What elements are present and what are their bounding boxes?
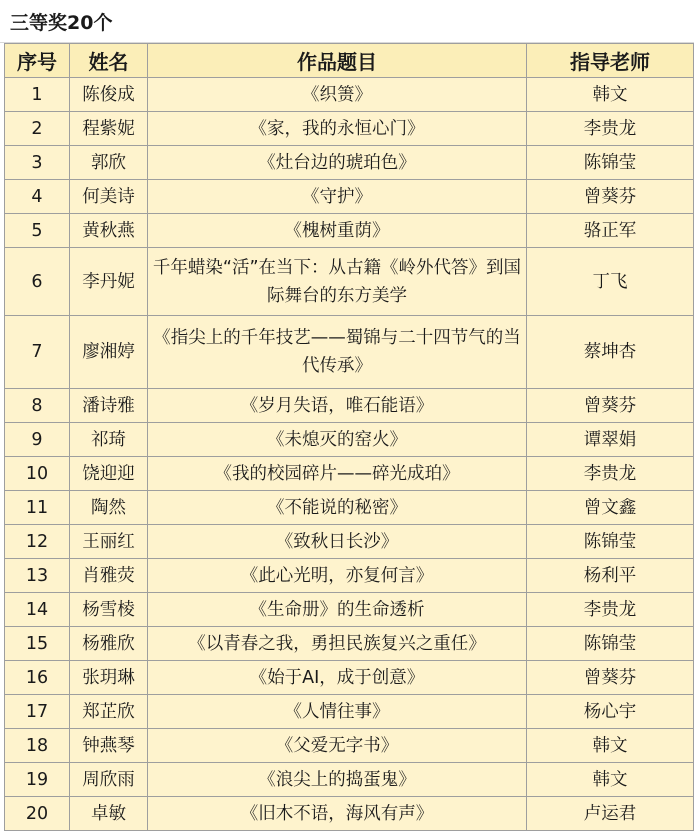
table-row (5, 78, 694, 112)
cell-no[interactable]: 7 (5, 316, 70, 389)
cell-work[interactable]: 《浪尖上的捣蛋鬼》 (148, 763, 527, 797)
cell-teacher[interactable]: 李贵龙 (527, 593, 694, 627)
cell-name[interactable]: 王丽红 (70, 525, 148, 559)
cell-no[interactable]: 2 (5, 112, 70, 146)
cell-name[interactable]: 潘诗雅 (70, 389, 148, 423)
cell-no[interactable]: 10 (5, 457, 70, 491)
cell-no[interactable]: 11 (5, 491, 70, 525)
cell-teacher[interactable]: 曾文鑫 (527, 491, 694, 525)
cell-teacher[interactable]: 卢运君 (527, 797, 694, 831)
cell-teacher[interactable]: 陈锦莹 (527, 146, 694, 180)
cell-work[interactable]: 《始于AI，成于创意》 (148, 661, 527, 695)
cell-work[interactable]: 《织箦》 (148, 78, 527, 112)
table-row (5, 763, 694, 797)
cell-teacher[interactable]: 李贵龙 (527, 112, 694, 146)
cell-no[interactable]: 16 (5, 661, 70, 695)
header-work[interactable]: 作品题目 (148, 44, 527, 78)
table-row (5, 797, 694, 831)
cell-teacher[interactable]: 杨利平 (527, 559, 694, 593)
cell-name[interactable]: 何美诗 (70, 180, 148, 214)
table-row (5, 695, 694, 729)
cell-name[interactable]: 李丹妮 (70, 248, 148, 316)
cell-no[interactable]: 9 (5, 423, 70, 457)
cell-teacher[interactable]: 韩文 (527, 763, 694, 797)
cell-work[interactable]: 《指尖上的千年技艺——蜀锦与二十四节气的当代传承》 (148, 316, 527, 389)
table-row (5, 729, 694, 763)
table-row (5, 525, 694, 559)
table-row (5, 389, 694, 423)
cell-no[interactable]: 1 (5, 78, 70, 112)
cell-name[interactable]: 程紫妮 (70, 112, 148, 146)
cell-no[interactable]: 12 (5, 525, 70, 559)
cell-teacher[interactable]: 丁飞 (527, 248, 694, 316)
table-row (5, 593, 694, 627)
award-table (4, 43, 694, 831)
cell-no[interactable]: 15 (5, 627, 70, 661)
cell-no[interactable]: 17 (5, 695, 70, 729)
cell-name[interactable]: 周欣雨 (70, 763, 148, 797)
cell-work[interactable]: 《家，我的永恒心门》 (148, 112, 527, 146)
cell-name[interactable]: 卓敏 (70, 797, 148, 831)
sheet-title[interactable]: 三等奖20个 (0, 0, 694, 43)
cell-name[interactable]: 肖雅荧 (70, 559, 148, 593)
cell-work[interactable]: 《槐树重荫》 (148, 214, 527, 248)
cell-no[interactable]: 3 (5, 146, 70, 180)
table-row (5, 316, 694, 389)
cell-work[interactable]: 《守护》 (148, 180, 527, 214)
cell-name[interactable]: 郑芷欣 (70, 695, 148, 729)
table-row (5, 491, 694, 525)
table-row (5, 180, 694, 214)
header-no[interactable]: 序号 (5, 44, 70, 78)
cell-no[interactable]: 19 (5, 763, 70, 797)
cell-work[interactable]: 《我的校园碎片——碎光成珀》 (148, 457, 527, 491)
cell-teacher[interactable]: 谭翠娟 (527, 423, 694, 457)
cell-work[interactable]: 《旧木不语，海风有声》 (148, 797, 527, 831)
cell-name[interactable]: 廖湘婷 (70, 316, 148, 389)
table-row (5, 423, 694, 457)
cell-teacher[interactable]: 曾葵芬 (527, 661, 694, 695)
cell-name[interactable]: 祁琦 (70, 423, 148, 457)
cell-teacher[interactable]: 韩文 (527, 729, 694, 763)
cell-name[interactable]: 张玥琳 (70, 661, 148, 695)
table-row (5, 627, 694, 661)
cell-name[interactable]: 杨雪棱 (70, 593, 148, 627)
cell-work[interactable]: 《致秋日长沙》 (148, 525, 527, 559)
cell-teacher[interactable]: 李贵龙 (527, 457, 694, 491)
table-row (5, 457, 694, 491)
cell-no[interactable]: 5 (5, 214, 70, 248)
cell-work[interactable]: 《生命册》的生命透析 (148, 593, 527, 627)
cell-no[interactable]: 13 (5, 559, 70, 593)
cell-name[interactable]: 陶然 (70, 491, 148, 525)
cell-work[interactable]: 《未熄灭的窑火》 (148, 423, 527, 457)
cell-teacher[interactable]: 骆正军 (527, 214, 694, 248)
cell-no[interactable]: 20 (5, 797, 70, 831)
cell-work[interactable]: 千年蜡染“活”在当下：从古籍《岭外代答》到国际舞台的东方美学 (148, 248, 527, 316)
cell-name[interactable]: 杨雅欣 (70, 627, 148, 661)
cell-no[interactable]: 18 (5, 729, 70, 763)
cell-work[interactable]: 《灶台边的琥珀色》 (148, 146, 527, 180)
cell-work[interactable]: 《以青春之我，勇担民族复兴之重任》 (148, 627, 527, 661)
cell-work[interactable]: 《人情往事》 (148, 695, 527, 729)
cell-work[interactable]: 《岁月失语，唯石能语》 (148, 389, 527, 423)
cell-no[interactable]: 4 (5, 180, 70, 214)
cell-teacher[interactable]: 曾葵芬 (527, 389, 694, 423)
cell-work[interactable]: 《此心光明，亦复何言》 (148, 559, 527, 593)
cell-work[interactable]: 《父爱无字书》 (148, 729, 527, 763)
cell-name[interactable]: 钟燕琴 (70, 729, 148, 763)
cell-teacher[interactable]: 韩文 (527, 78, 694, 112)
cell-no[interactable]: 6 (5, 248, 70, 316)
cell-name[interactable]: 陈俊成 (70, 78, 148, 112)
cell-teacher[interactable]: 陈锦莹 (527, 627, 694, 661)
cell-teacher[interactable]: 蔡坤杏 (527, 316, 694, 389)
cell-no[interactable]: 8 (5, 389, 70, 423)
header-row (5, 44, 694, 78)
table-row (5, 661, 694, 695)
cell-teacher[interactable]: 陈锦莹 (527, 525, 694, 559)
cell-teacher[interactable]: 曾葵芬 (527, 180, 694, 214)
table-row (5, 248, 694, 316)
cell-name[interactable]: 饶迎迎 (70, 457, 148, 491)
header-teacher[interactable]: 指导老师 (527, 44, 694, 78)
cell-name[interactable]: 黄秋燕 (70, 214, 148, 248)
table-row (5, 112, 694, 146)
cell-no[interactable]: 14 (5, 593, 70, 627)
table-row (5, 214, 694, 248)
cell-teacher[interactable]: 杨心宇 (527, 695, 694, 729)
header-name[interactable]: 姓名 (70, 44, 148, 78)
table-row (5, 146, 694, 180)
table-row (5, 559, 694, 593)
cell-name[interactable]: 郭欣 (70, 146, 148, 180)
cell-work[interactable]: 《不能说的秘密》 (148, 491, 527, 525)
